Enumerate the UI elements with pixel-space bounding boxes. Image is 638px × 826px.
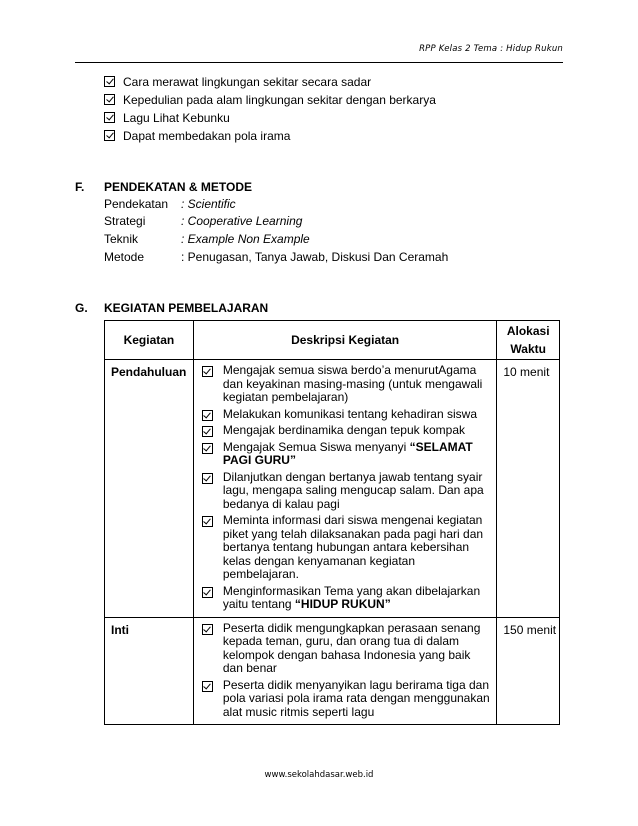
checkbox-icon [202, 473, 213, 484]
phase-cell: Pendahuluan [105, 360, 194, 618]
row-value: : Penugasan, Tanya Jawab, Diskusi Dan Ceramah [181, 250, 449, 264]
row-key: Teknik [104, 232, 139, 246]
checkbox-icon [104, 112, 115, 123]
row-key: Metode [104, 250, 145, 264]
list-item: Mengajak semua siswa berdo’a menurutAgama dan keyakinan masing-masing (untuk mengawali kegiatan pembelajaran) [194, 364, 493, 405]
header-kegiatan: Kegiatan [105, 321, 194, 360]
checkbox-icon [202, 410, 213, 421]
list-item: Mengajak Semua Siswa menyanyi “SELAMAT PAGI GURU” [194, 441, 493, 468]
section-g-letter: G. [75, 301, 88, 315]
table-row [105, 360, 560, 618]
list-item: Menginformasikan Tema yang akan dibelajarkan yaitu tentang “HIDUP RUKUN” [194, 585, 493, 612]
row-value: : Example Non Example [181, 232, 310, 246]
row-key: Pendekatan [104, 197, 169, 211]
description-cell [193, 617, 497, 725]
header-rule [75, 62, 563, 63]
row-key: Strategi [104, 214, 146, 228]
description-list [194, 618, 497, 725]
checklist-item: Dapat membedakan pola irama [104, 127, 436, 145]
checkbox-icon [202, 624, 213, 635]
checkbox-icon [104, 76, 115, 87]
objectives-checklist [104, 73, 436, 145]
checkbox-icon [202, 426, 213, 437]
allocation-cell: 10 menit [497, 360, 560, 618]
checklist-item: Kepedulian pada alam lingkungan sekitar dengan berkarya [104, 91, 436, 109]
checkbox-icon [202, 443, 213, 454]
list-item: Melakukan komunikasi tentang kehadiran siswa [194, 408, 493, 422]
list-item: Peserta didik mengungkapkan perasaan senang kepada teman, guru, dan orang tua di dalam kelompok dengan bahasa Indonesia yang baik dan benar [194, 622, 493, 676]
list-item: Meminta informasi dari siswa mengenai kegiatan piket yang telah dilaksanakan pada pagi hari dan bertanya tentang hubungan antara kebersihan kelas dengan kenyamanan kegiatan pembelajaran. [194, 514, 493, 582]
header-deskripsi: Deskripsi Kegiatan [193, 321, 497, 360]
section-f-title: PENDEKATAN & METODE [104, 180, 253, 194]
checkbox-icon [202, 681, 213, 692]
checklist-item: Cara merawat lingkungan sekitar secara sadar [104, 73, 436, 91]
checkbox-icon [202, 516, 213, 527]
row-value: : Scientific [181, 197, 236, 211]
checkbox-icon [202, 587, 213, 598]
checklist-item: Lagu Lihat Kebunku [104, 109, 436, 127]
checkbox-icon [202, 366, 213, 377]
checkbox-icon [104, 130, 115, 141]
section-g-title: KEGIATAN PEMBELAJARAN [104, 301, 269, 315]
phase-cell: Inti [105, 617, 194, 725]
description-cell [193, 360, 497, 618]
technique-row [104, 231, 310, 247]
page-footer: www.sekolahdasar.web.id [264, 770, 374, 780]
list-item: Peserta didik menyanyikan lagu berirama tiga dan pola variasi pola irama rata dengan menggunakan alat music ritmis seperti lagu [194, 679, 493, 720]
description-list [194, 360, 497, 617]
checkbox-icon [104, 94, 115, 105]
activities-table [104, 320, 560, 725]
header-alokasi: Alokasi Waktu [497, 321, 560, 360]
list-item: Dilanjutkan dengan bertanya jawab tentang syair lagu, mengapa saling mengucap salam. Dan apa bedanya di kalau pagi [194, 471, 493, 512]
allocation-cell: 150 menit [497, 617, 560, 725]
list-item: Mengajak berdinamika dengan tepuk kompak [194, 424, 493, 438]
row-value: : Cooperative Learning [181, 214, 303, 228]
strategy-row [104, 213, 302, 229]
method-row [104, 249, 448, 265]
section-f-letter: F. [75, 180, 85, 194]
approach-row [104, 196, 236, 212]
table-row [105, 617, 560, 725]
table-header-row [105, 321, 560, 360]
page-header: RPP Kelas 2 Tema : Hidup Rukun [419, 44, 563, 54]
